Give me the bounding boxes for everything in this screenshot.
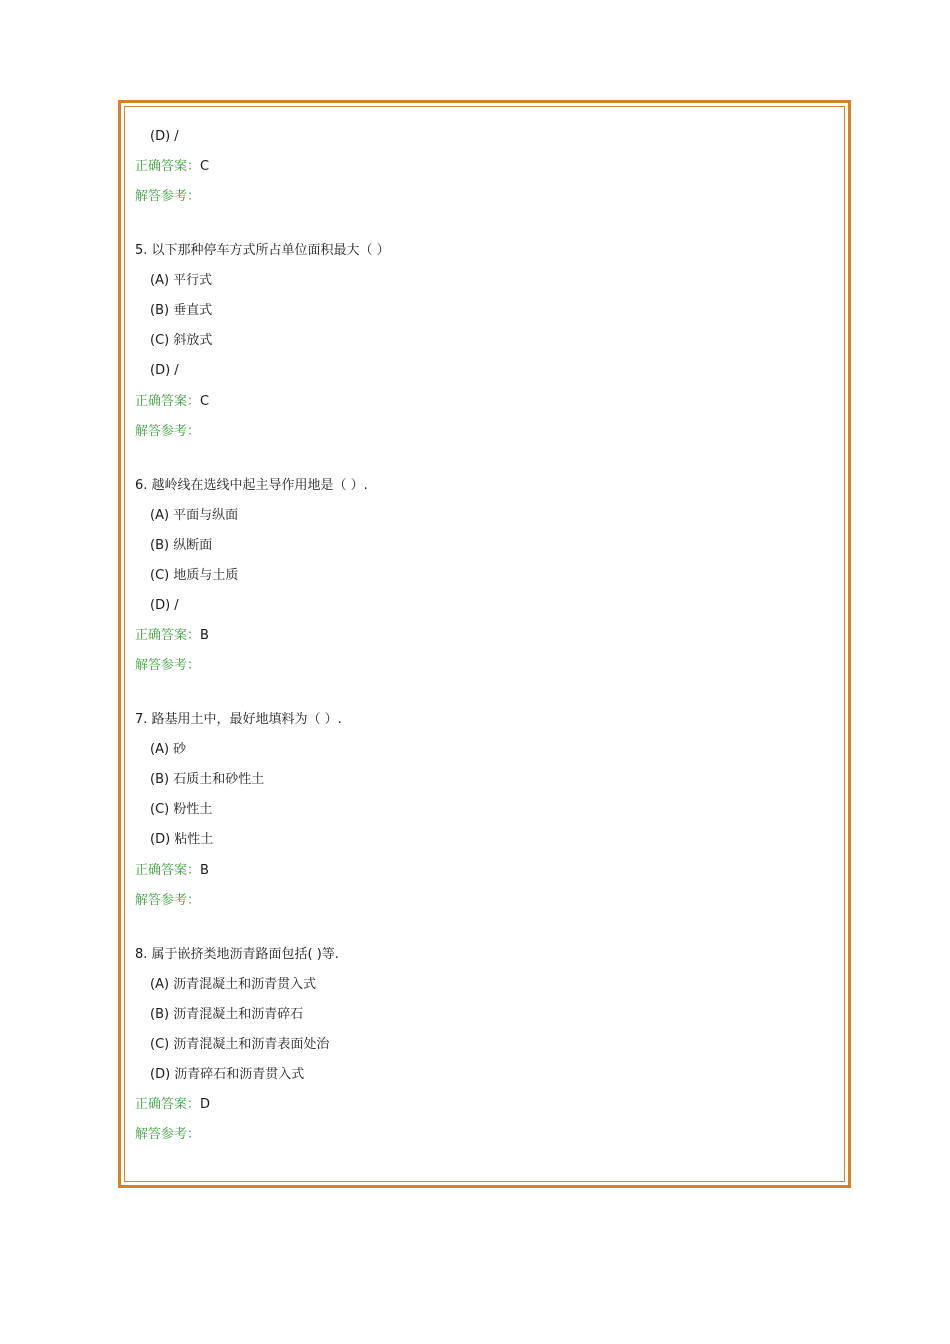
answer-row (135, 628, 209, 644)
option: (A) 沥青混凝土和沥青贯入式 (150, 977, 317, 992)
answer-row (135, 394, 209, 410)
option: (A) 平面与纵面 (150, 508, 239, 523)
answer-row (135, 863, 209, 879)
answer-value: B (200, 628, 209, 643)
lead-option-d: (D) / (150, 129, 179, 144)
question-title: 7. 路基用土中，最好地填料为（ ）. (135, 712, 342, 727)
option: (C) 沥青混凝土和沥青表面处治 (150, 1037, 330, 1052)
answer-row (135, 1097, 210, 1113)
answer-value: C (200, 394, 210, 409)
answer-value: D (200, 1097, 211, 1112)
option: (D) / (150, 598, 179, 613)
explain-label: 解答参考： (135, 893, 201, 908)
question-title: 5. 以下那种停车方式所占单位面积最大（ ） (135, 243, 390, 258)
option: (A) 平行式 (150, 273, 213, 288)
option: (B) 纵断面 (150, 538, 213, 553)
question-title: 8. 属于嵌挤类地沥青路面包括( )等. (135, 947, 339, 962)
option: (B) 沥青混凝土和沥青碎石 (150, 1007, 304, 1022)
option: (B) 垂直式 (150, 303, 213, 318)
option: (D) 沥青碎石和沥青贯入式 (150, 1067, 305, 1082)
option: (C) 斜放式 (150, 333, 213, 348)
answer-label: 正确答案： (135, 394, 201, 409)
lead-answer-row (135, 159, 209, 175)
option: (C) 粉性土 (150, 802, 213, 817)
option: (A) 砂 (150, 742, 187, 757)
option: (D) 粘性土 (150, 832, 214, 847)
answer-label: 正确答案： (135, 628, 201, 643)
explain-label: 解答参考： (135, 658, 201, 673)
answer-label: 正确答案： (135, 863, 201, 878)
answer-value: B (200, 863, 209, 878)
answer-label: 正确答案： (135, 159, 201, 174)
explain-label: 解答参考： (135, 424, 201, 439)
explain-label: 解答参考： (135, 1127, 201, 1142)
answer-label: 正确答案： (135, 1097, 201, 1112)
lead-explain-label: 解答参考： (135, 189, 201, 204)
answer-value: C (200, 159, 210, 174)
option: (C) 地质与土质 (150, 568, 239, 583)
option: (D) / (150, 363, 179, 378)
option: (B) 石质土和砂性土 (150, 772, 265, 787)
question-title: 6. 越岭线在选线中起主导作用地是（ ）. (135, 478, 368, 493)
